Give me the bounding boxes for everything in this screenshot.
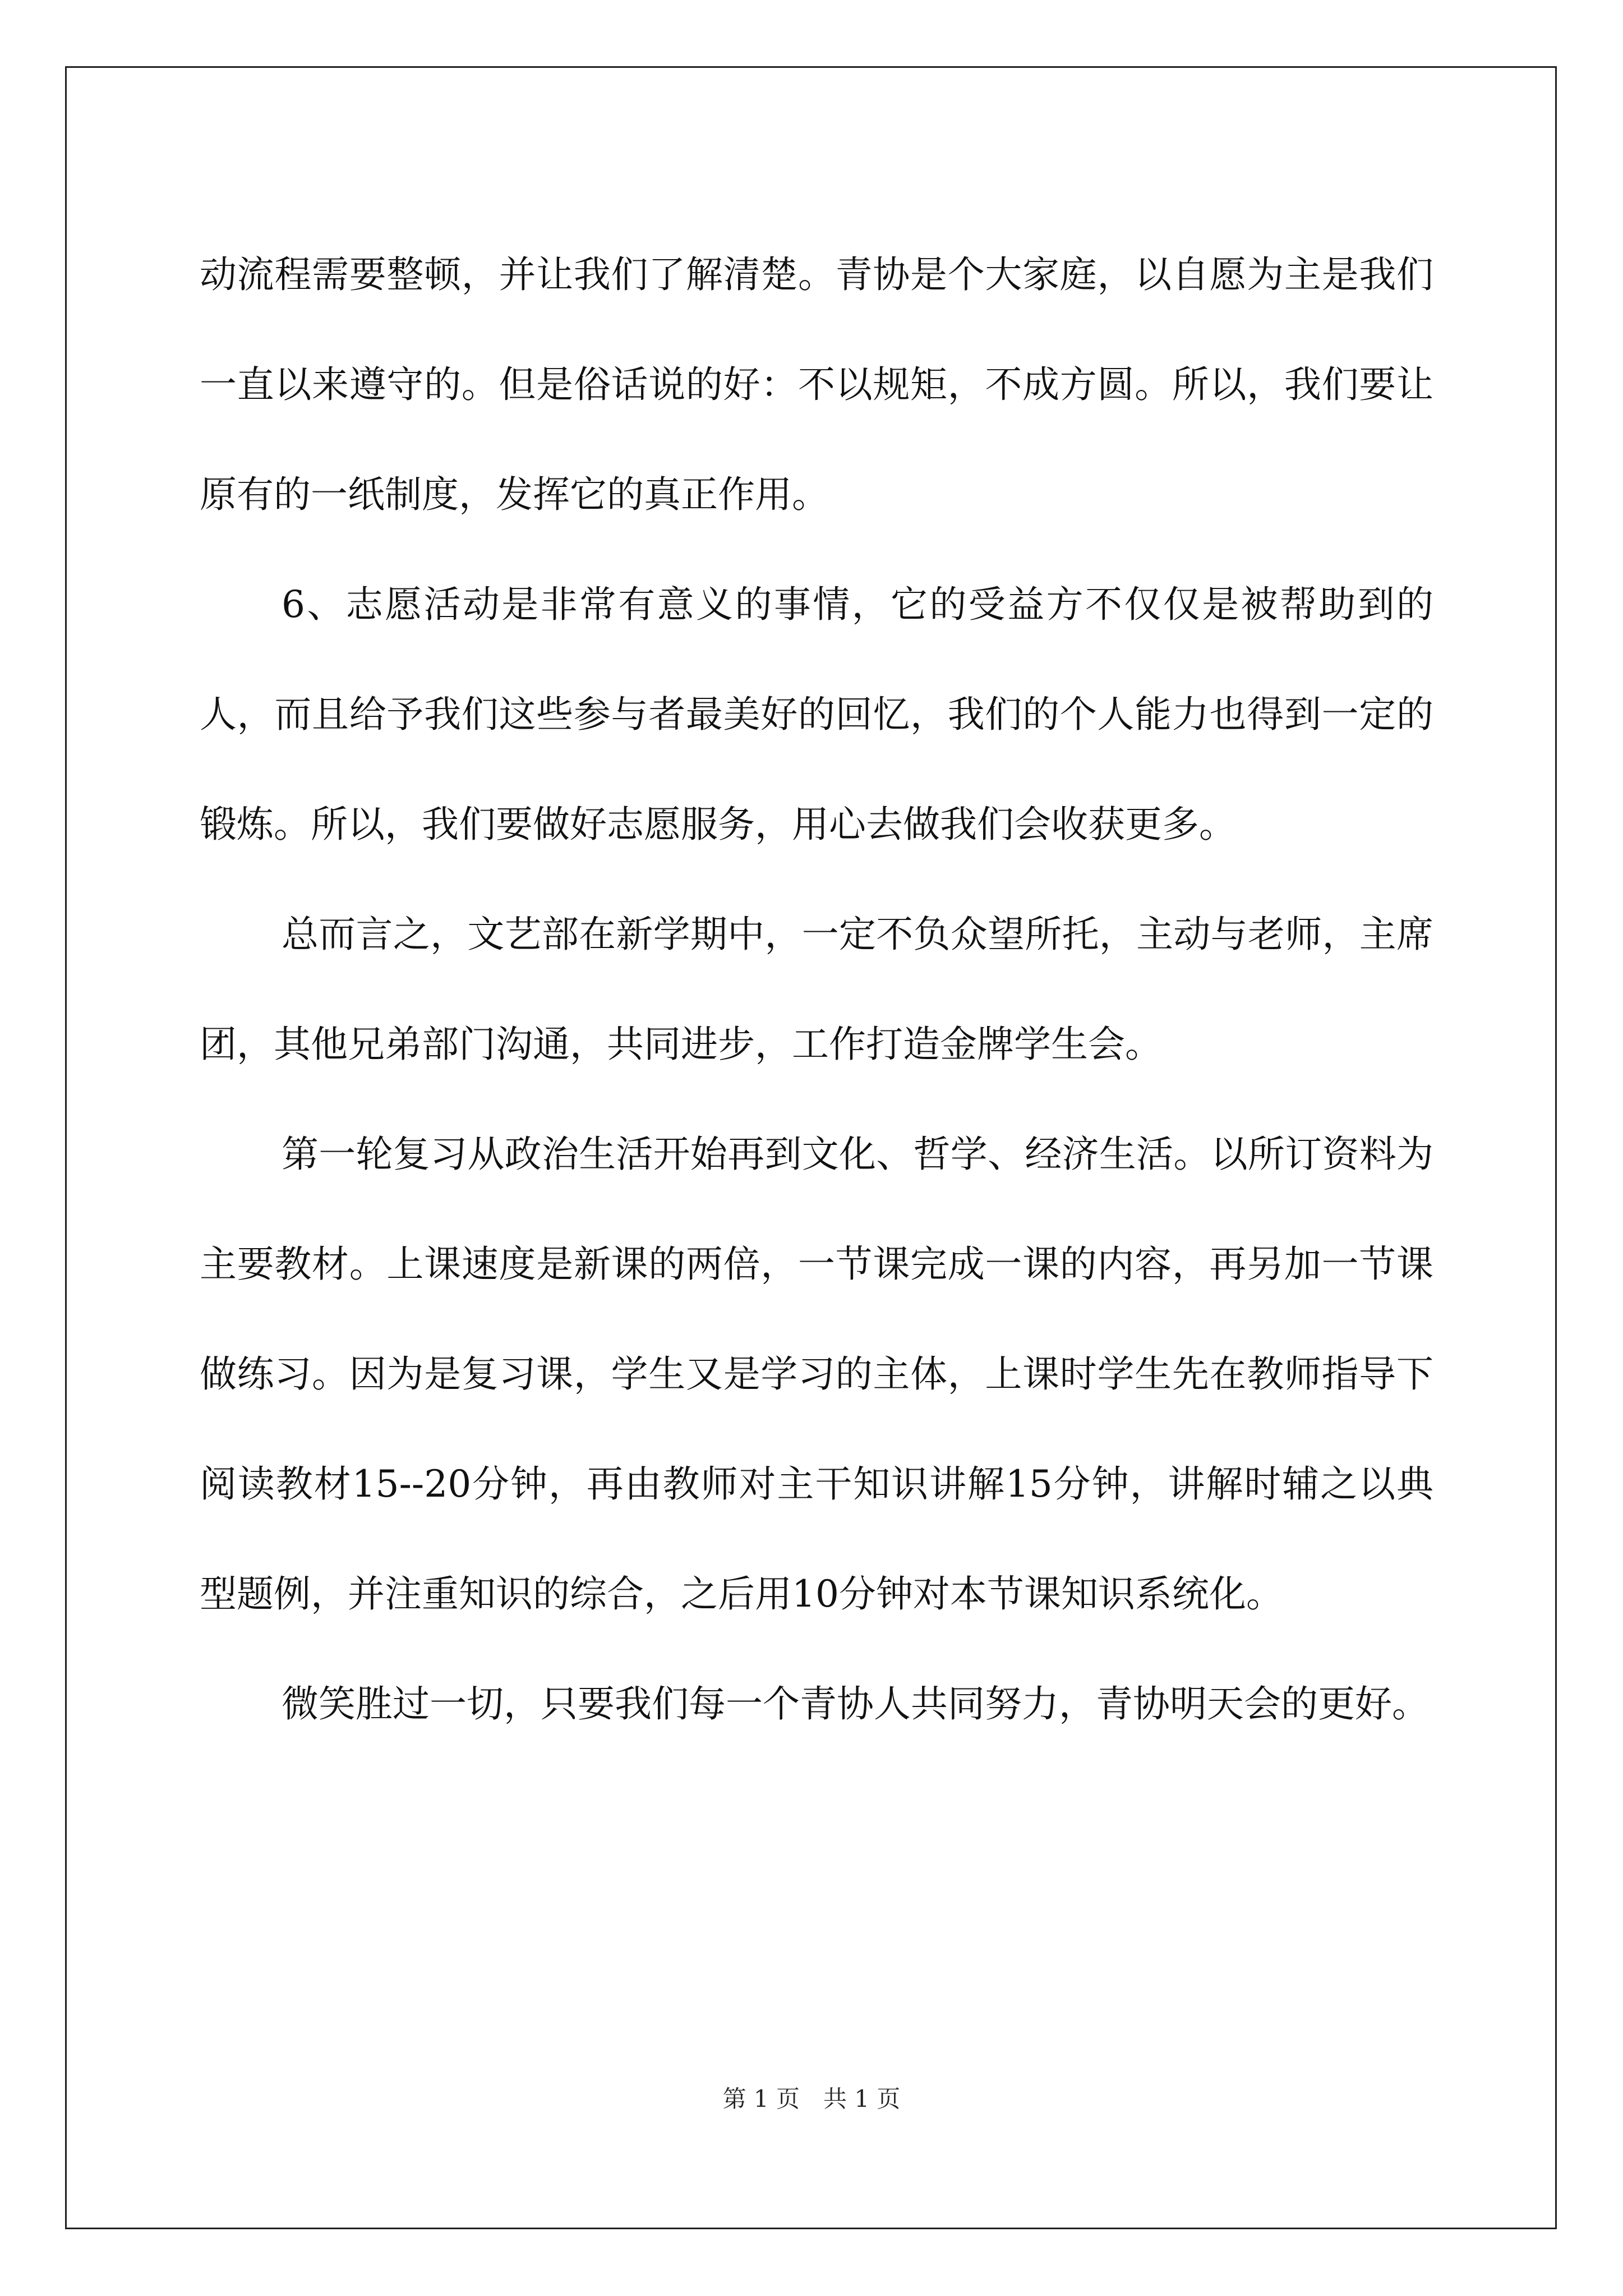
page-number-footer: 第 1 页 共 1 页	[722, 2085, 901, 2113]
paragraph-4: 第一轮复习从政治生活开始再到文化、哲学、经济生活。以所订资料为主要教材。上课速度是新课的两倍，一节课完成一课的内容，再另加一节课做练习。因为是复习课，学生又是学习的主体，上课时学生先在教师指导下阅读教材15--20分钟，再由教师对主干知识讲解15分钟，讲解时辅之以典型题例，并注重知识的综合，之后用10分钟对本节课知识系统化。	[200, 1133, 1433, 1616]
document-body	[200, 220, 1433, 1759]
paragraph-2: 6、志愿活动是非常有意义的事情，它的受益方不仅仅是被帮助到的人，而且给予我们这些参与者最美好的回忆，我们的个人能力也得到一定的锻炼。所以，我们要做好志愿服务，用心去做我们会收获更多。	[200, 583, 1433, 846]
paragraph-1: 动流程需要整顿，并让我们了解清楚。青协是个大家庭，以自愿为主是我们一直以来遵守的。但是俗话说的好：不以规矩，不成方圆。所以，我们要让原有的一纸制度，发挥它的真正作用。	[200, 253, 1433, 516]
paragraph-3: 总而言之，文艺部在新学期中，一定不负众望所托，主动与老师，主席团，其他兄弟部门沟通，共同进步，工作打造金牌学生会。	[200, 913, 1433, 1066]
paragraph-5: 微笑胜过一切，只要我们每一个青协人共同努力，青协明天会的更好。	[282, 1682, 1429, 1726]
